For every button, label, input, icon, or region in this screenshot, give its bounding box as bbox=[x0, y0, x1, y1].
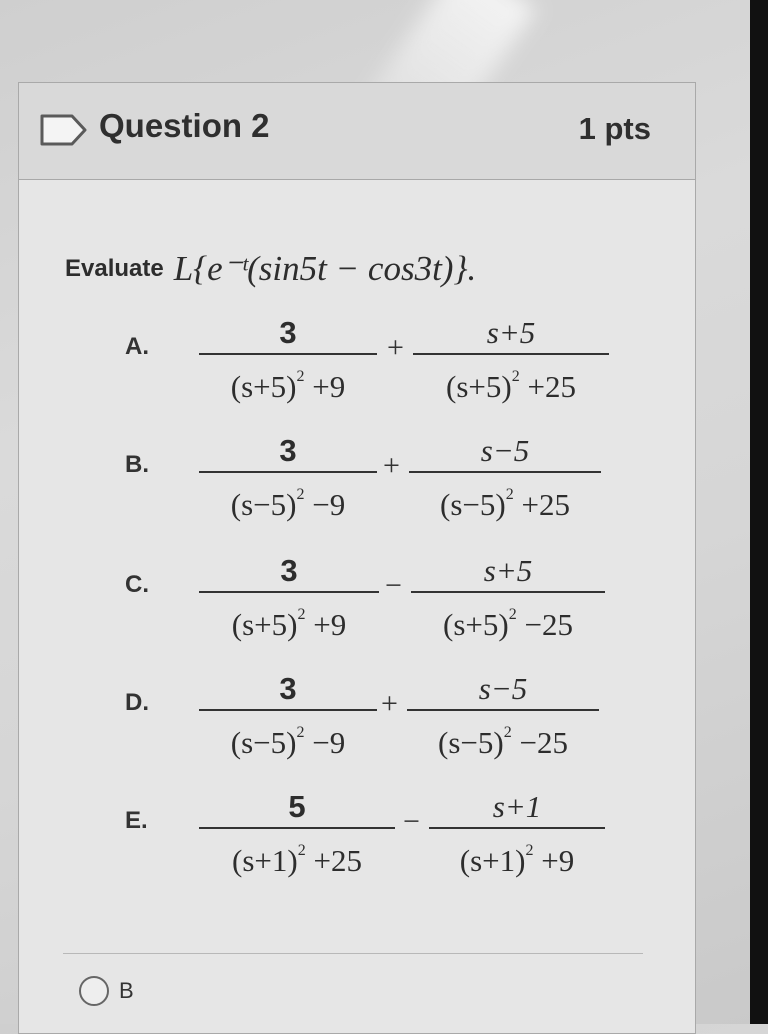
question-card bbox=[18, 82, 696, 1034]
operator: − bbox=[385, 569, 402, 602]
den-exponent: 2 bbox=[508, 606, 517, 623]
prompt-word: Evaluate bbox=[65, 255, 164, 282]
denominator bbox=[199, 829, 395, 878]
prompt-math: L{e⁻ᵗ(sin5t − cos3t)}. bbox=[173, 249, 477, 288]
den-base: (s+5) bbox=[446, 369, 512, 404]
numerator: 5 bbox=[288, 789, 306, 824]
question-prompt bbox=[65, 249, 476, 289]
screen-bezel bbox=[750, 0, 768, 1024]
operator: − bbox=[403, 805, 420, 838]
den-base: (s+5) bbox=[230, 369, 297, 404]
numerator: 3 bbox=[280, 553, 298, 588]
option-e bbox=[19, 787, 695, 897]
den-exponent: 2 bbox=[297, 842, 306, 859]
answer-label: B bbox=[119, 978, 134, 1003]
numerator: s−5 bbox=[478, 671, 528, 706]
den-tail: −9 bbox=[312, 725, 346, 760]
numerator: s+5 bbox=[483, 553, 533, 588]
den-base: (s−5) bbox=[440, 487, 506, 522]
den-exponent: 2 bbox=[296, 368, 305, 385]
radio-button[interactable] bbox=[79, 976, 109, 1006]
option-c bbox=[19, 551, 695, 661]
option-letter: E. bbox=[125, 807, 148, 834]
denominator bbox=[199, 711, 377, 760]
numerator: s−5 bbox=[480, 433, 530, 468]
denominator bbox=[411, 593, 605, 642]
den-exponent: 2 bbox=[296, 486, 305, 503]
answer-divider bbox=[63, 953, 643, 954]
numerator: 3 bbox=[279, 315, 297, 350]
option-b bbox=[19, 431, 695, 541]
denominator bbox=[407, 711, 599, 760]
denominator bbox=[409, 473, 601, 522]
den-tail: +25 bbox=[313, 843, 362, 878]
den-base: (s−5) bbox=[230, 487, 297, 522]
option-a bbox=[19, 313, 695, 423]
den-exponent: 2 bbox=[511, 368, 520, 385]
denominator bbox=[199, 355, 377, 404]
fraction-2 bbox=[411, 551, 605, 642]
numerator: 3 bbox=[279, 433, 297, 468]
denominator bbox=[429, 829, 605, 878]
den-base: (s+1) bbox=[459, 843, 526, 878]
option-letter: B. bbox=[125, 451, 149, 478]
den-tail: +25 bbox=[521, 487, 570, 522]
operator: + bbox=[387, 331, 404, 364]
operator: + bbox=[383, 449, 400, 482]
operator: + bbox=[381, 687, 398, 720]
den-tail: −9 bbox=[312, 487, 346, 522]
question-title: Question 2 bbox=[99, 107, 270, 144]
flag-icon[interactable] bbox=[39, 113, 89, 147]
numerator: s+1 bbox=[492, 789, 542, 824]
den-tail: −25 bbox=[524, 607, 573, 642]
fraction-2 bbox=[413, 313, 609, 404]
numerator: 3 bbox=[279, 671, 297, 706]
answer-choice[interactable] bbox=[79, 976, 134, 1006]
numerator: s+5 bbox=[486, 315, 536, 350]
fraction-2 bbox=[407, 669, 599, 760]
den-base: (s−5) bbox=[438, 725, 504, 760]
den-base: (s+5) bbox=[443, 607, 509, 642]
den-exponent: 2 bbox=[525, 842, 534, 859]
den-tail: −25 bbox=[519, 725, 568, 760]
fraction-1 bbox=[199, 313, 377, 404]
fraction-2 bbox=[429, 787, 605, 878]
question-points: 1 pts bbox=[578, 111, 651, 146]
option-letter: D. bbox=[125, 689, 149, 716]
den-base: (s+1) bbox=[232, 843, 298, 878]
den-tail: +9 bbox=[313, 607, 347, 642]
option-letter: A. bbox=[125, 333, 149, 360]
den-base: (s−5) bbox=[230, 725, 297, 760]
fraction-1 bbox=[199, 551, 379, 642]
option-letter: C. bbox=[125, 571, 149, 598]
den-exponent: 2 bbox=[503, 724, 512, 741]
den-tail: +9 bbox=[541, 843, 575, 878]
option-d bbox=[19, 669, 695, 779]
denominator bbox=[199, 473, 377, 522]
fraction-1 bbox=[199, 787, 395, 878]
fraction-2 bbox=[409, 431, 601, 522]
den-tail: +9 bbox=[312, 369, 346, 404]
denominator bbox=[413, 355, 609, 404]
question-header bbox=[19, 83, 695, 180]
fraction-1 bbox=[199, 431, 377, 522]
den-tail: +25 bbox=[527, 369, 576, 404]
den-exponent: 2 bbox=[505, 486, 514, 503]
fraction-1 bbox=[199, 669, 377, 760]
denominator bbox=[199, 593, 379, 642]
den-exponent: 2 bbox=[296, 724, 305, 741]
den-base: (s+5) bbox=[231, 607, 298, 642]
den-exponent: 2 bbox=[297, 606, 306, 623]
